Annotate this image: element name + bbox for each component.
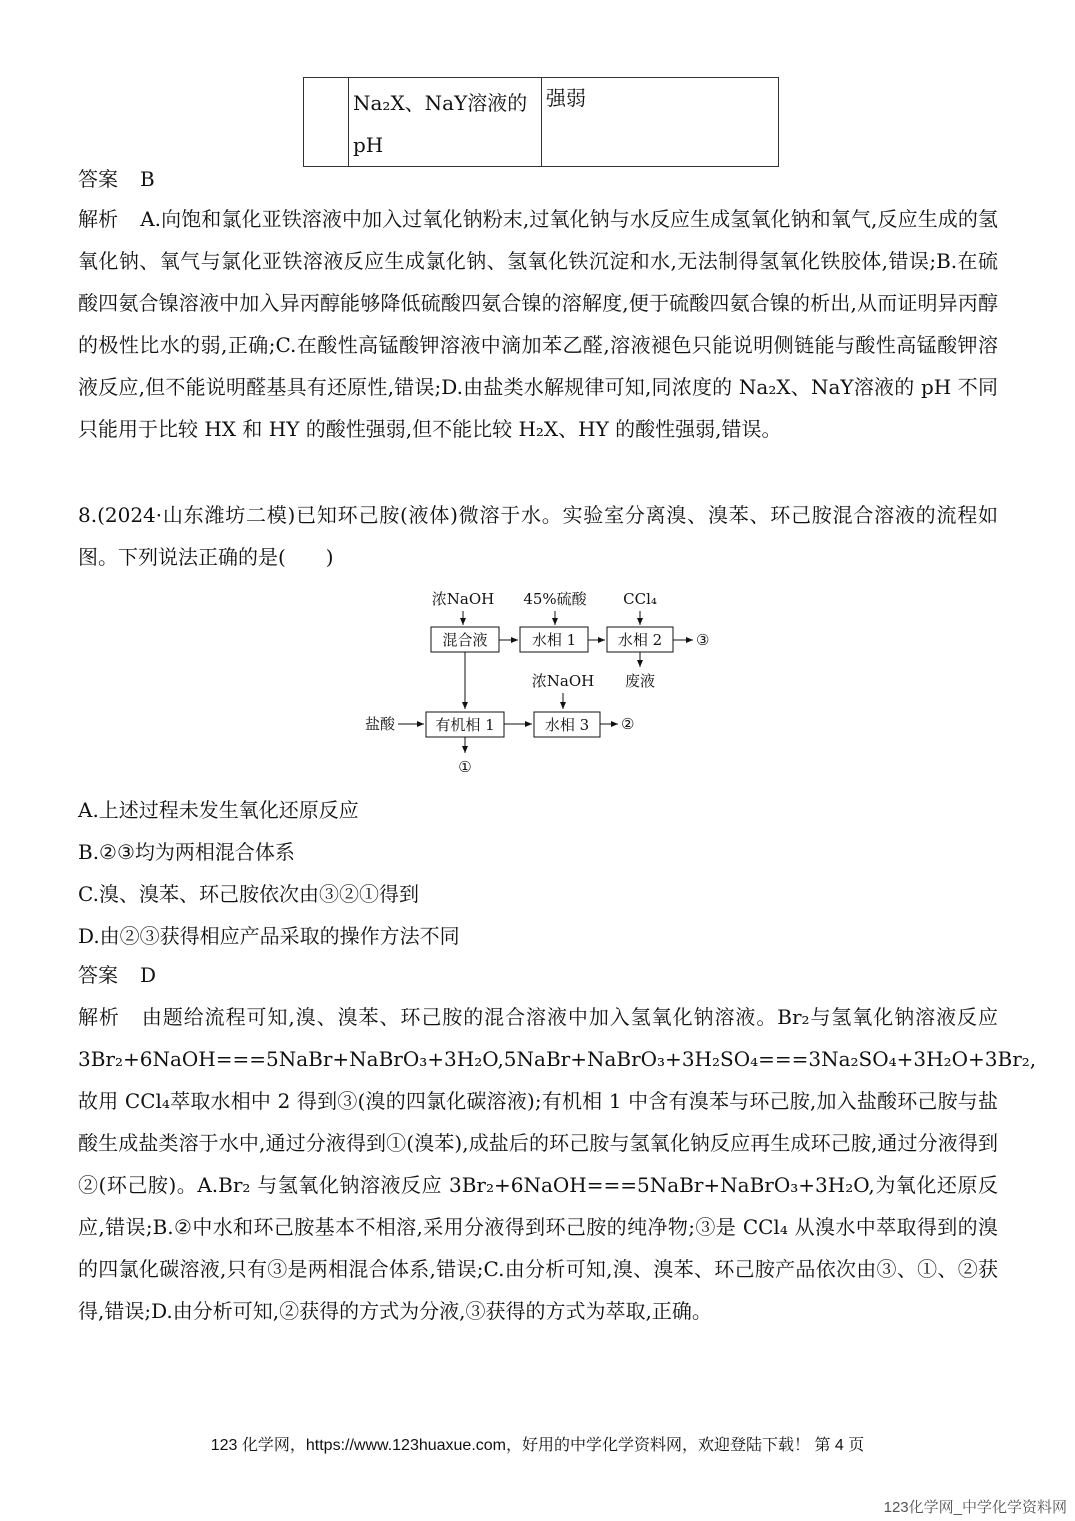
flow-box-label: 混合液 [442, 631, 488, 649]
option-d: D.由②③获得相应产品采取的操作方法不同 [78, 924, 460, 948]
table-cell-conclusion: 强弱 [542, 78, 779, 167]
analysis-label: 解析 [78, 1005, 120, 1029]
q8-stem: 8.(2024·山东潍坊二模)已知环己胺(液体)微溶于水。实验室分离溴、溴苯、环己胺混合溶液的流程如图。下列说法正确的是( ) [78, 503, 998, 569]
analysis-text: 由题给流程可知,溴、溴苯、环己胺的混合溶液中加入氢氧化钠溶液。Br₂与氢氧化钠溶液反应 3Br₂+6NaOH===5NaBr+NaBrO₃+3H₂O,5NaBr+NaBrO₃+3H₂SO₄===3Na₂SO₄+3H₂O+3Br₂,故用 CCl₄萃取水相中 2 得到③(溴的四氯化碳溶液);有机相 1 中含有溴苯与环己胺,加入盐酸环己胺与盐酸生成盐类溶于水中,通过分液得到①(溴苯),成盐后的环己胺与氢氧化钠反应再生成环己胺,通过分液得到②(环己胺)。A.Br₂ 与氢氧化钠溶液反应 3Br₂+6NaOH===5NaBr+NaBrO₃+3H₂O,为氧化还原反应,错误;B.②中水和环己胺基本不相溶,采用分液得到环己胺的纯净物;③是 CCl₄ 从溴水中萃取得到的溴的四氯化碳溶液,只有③是两相混合体系,错误;C.由分析可知,溴、溴苯、环己胺产品依次由③、①、②获得,错误;D.由分析可知,②获得的方式为分液,③获得的方式为萃取,正确。 [78, 1005, 1037, 1323]
analysis-label: 解析 [78, 207, 119, 231]
table-row [304, 78, 779, 167]
answer-value: D [140, 963, 157, 987]
table-cell-experiment [349, 78, 542, 167]
option-b: B.②③均为两相混合体系 [78, 840, 295, 864]
reagent-label: 盐酸 [365, 715, 396, 733]
answer-label: 答案 [78, 963, 118, 987]
option-c: C.溴、溴苯、环己胺依次由③②①得到 [78, 882, 419, 906]
table-cell-line: Na₂X、NaY溶液的 [353, 91, 528, 115]
answer-value: B [140, 167, 155, 191]
watermark: 123化学网_中学化学资料网 [883, 1499, 1067, 1516]
option-a: A.上述过程未发生氧化还原反应 [78, 798, 359, 822]
q7-answer-line [78, 164, 155, 194]
reagent-label: CCl₄ [623, 590, 657, 608]
analysis-text: A.向饱和氯化亚铁溶液中加入过氧化钠粉末,过氧化钠与水反应生成氢氧化钠和氧气,反应生成的氢氧化钠、氧气与氯化亚铁溶液反应生成氯化钠、氢氧化铁沉淀和水,无法制得氢氧化铁胶体,错误;B.在硫酸四氨合镍溶液中加入异丙醇能够降低硫酸四氨合镍的溶解度,便于硫酸四氨合镍的析出,从而证明异丙醇的极性比水的弱,正确;C.在酸性高锰酸钾溶液中滴加苯乙醛,溶液褪色只能说明侧链能与酸性高锰酸钾溶液反应,但不能说明醛基具有还原性,错误;D.由盐类水解规律可知,同浓度的 Na₂X、NaY溶液的 pH 不同只能用于比较 HX 和 HY 的酸性强弱,但不能比较 H₂X、HY 的酸性强弱,错误。 [78, 207, 999, 441]
reagent-label: 浓NaOH [531, 672, 595, 690]
q8-answer-line [78, 960, 156, 990]
flow-box-label: 水相 2 [617, 631, 663, 649]
reagent-label: 浓NaOH [431, 590, 495, 608]
q8-analysis [78, 996, 1037, 1332]
comparison-table [303, 77, 779, 167]
flow-box-label: 水相 1 [531, 631, 577, 649]
waste-label: 废液 [624, 672, 656, 690]
table-cell-empty [304, 78, 349, 167]
page-footer: 123 化学网，https://www.123huaxue.com，好用的中学化学资料网，欢迎登陆下载！ 第 4 页 [210, 1437, 865, 1454]
answer-label: 答案 [78, 167, 118, 191]
reagent-label: 45%硫酸 [523, 590, 587, 608]
output-label: ① [458, 758, 472, 776]
q7-analysis [78, 198, 998, 450]
output-label: ② [621, 715, 635, 733]
flow-box-label: 有机相 1 [435, 716, 495, 734]
separation-flowchart [360, 585, 730, 780]
output-label: ③ [696, 631, 710, 649]
table-cell-line: pH [353, 133, 384, 157]
flow-box-label: 水相 3 [544, 716, 590, 734]
